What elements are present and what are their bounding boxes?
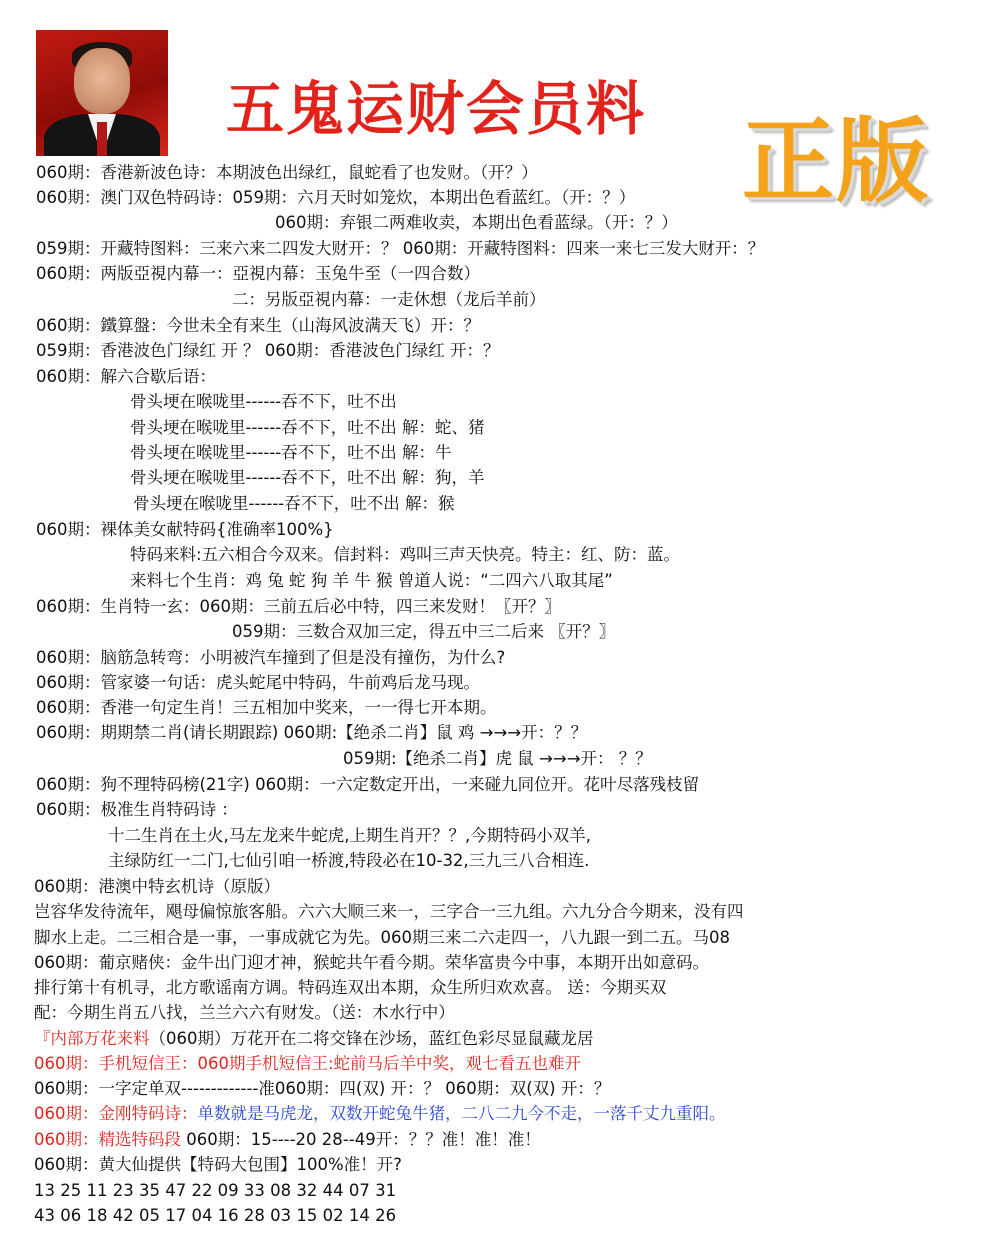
text-line: 060期：弃银二两难收卖，本期出色看蓝绿。（开：？） [275,213,678,232]
line-rest: 060期：15----20 28--49开：？？准！准！准！ [181,1130,541,1149]
text-line: 骨头埂在喉咙里------吞不下，吐不出 解：牛 [130,443,452,462]
text-line [34,1028,594,1050]
text-line [34,1103,726,1125]
text-line: 060期：一字定单双-------------准060期：四(双) 开：？ 060期：双(双) 开：？ [34,1079,611,1098]
text-line: 骨头埂在喉咙里------吞不下，吐不出 解：猴 [133,494,455,513]
text-line: 来料七个生肖：鸡 兔 蛇 狗 羊 牛 猴 曾道人说：“二四六八取其尾” [130,571,613,590]
text-line: 060期：极准生肖特码诗 ： [36,800,238,819]
portrait-tie [97,122,107,156]
text-line: 060期：期期禁二肖(请长期跟踪) 060期:【绝杀二肖】鼠 鸡 →→→开：？？ [36,723,588,742]
text-line: 排行第十有机寻，北方歌谣南方调。特码连双出本期，众生所归欢欢喜。 送：今期买双 [34,978,667,997]
text-line: 060期：狗不理特码榜(21字) 060期：一六定数定开出，一来碰九同位开。花叶尽落残枝留 [36,775,700,794]
text-line: 060期：香港新波色诗：本期波色出绿红，鼠蛇看了也发财。（开？） [36,163,538,182]
red-prefix: 060期：精选特码段 [34,1130,181,1149]
text-line: 059期:【绝杀二肖】虎 鼠 →→→开： ？？ [343,749,652,768]
text-line: 060期：葡京赌侠：金牛出门迎才神，猴蛇共午看今期。荣华富贵今中事，本期开出如意码。 [34,953,709,972]
text-line: 060期：香港一句定生肖！三五相加中奖来，一一得七开本期。 [36,698,497,717]
text-line: 060期：两版亞視内幕一：亞視内幕：玉兔牛至（一四合数） [36,264,480,283]
text-line: 13 25 11 23 35 47 22 09 33 08 32 44 07 31 [34,1181,397,1200]
portrait-face [74,48,130,114]
line-rest: 单数就是马虎龙，双数开蛇兔牛猪，二八二九今不走，一落千丈九重阳。 [197,1104,726,1123]
page-title: 五鬼运财会员料 [226,75,647,143]
line-rest: （060期）万花开在二将交锋在沙场，蓝红色彩尽显鼠藏龙居 [149,1029,594,1048]
text-line: 十二生肖在土火,马左龙来牛蛇虎,上期生肖开？？,今期特码小双羊, [108,826,591,845]
text-line: 060期：脑筋急转弯：小明被汽车撞到了但是没有撞伤，为什么? [36,648,506,667]
text-line: 060期：港澳中特玄机诗（原版） [34,877,280,896]
red-prefix: 060期：金刚特码诗： [34,1104,198,1123]
text-line: 特码来料:五六相合今双来。信封料：鸡叫三声天快亮。特主：红、防：蓝。 [130,545,681,564]
text-line: 060期：澳门双色特码诗：059期：六月天时如笼炊，本期出色看蓝红。（开：？） [36,188,636,207]
text-line [34,1129,541,1151]
portrait-photo [36,30,168,156]
text-line: 岂容华发待流年，飓母偏惊旅客船。六六大顺三来一，三字合一三九组。六九分合今期来，没有四 [34,902,744,921]
text-line: 060期：鐵算盤：今世未全有来生（山海风波满天飞）开：？ [36,316,480,335]
red-prefix: 『内部万花来料 [34,1029,150,1048]
text-line: 主绿防红一二门,七仙引咱一桥渡,特段必在10-32,三九三八合相连. [108,851,590,870]
text-line: 060期：裸体美女献特码{准确率100%} [36,520,334,539]
text-line: 配：今期生肖五八找，兰兰六六有财发。（送：木水行中） [34,1003,455,1022]
text-line: 骨头埂在喉咙里------吞不下，吐不出 解：狗，羊 [130,468,485,487]
text-line: 骨头埂在喉咙里------吞不下，吐不出 解：蛇、猪 [130,418,485,437]
text-line: 059期：香港波色门绿红 开 ？ 060期：香港波色门绿红 开：？ [36,341,500,360]
text-line: 059期：开藏特图料：三来六来二四发大财开：？ 060期：开藏特图料：四来一来七三发大财开：？ [36,239,765,258]
text-line: 060期：手机短信王：060期手机短信王:蛇前马后羊中奖，观七看五也难开 [34,1054,582,1073]
text-line: 060期：生肖特一玄：060期：三前五后必中特，四三来发财！〖开？〗 [36,597,561,616]
text-line: 059期：三数合双加三定，得五中三二后来 〖开？〗 [232,622,616,641]
text-line: 骨头埂在喉咙里------吞不下，吐不出 [130,392,397,411]
text-line: 脚水上走。二三相合是一事，一事成就它为先。060期三来二六走四一，八九跟一到二五。马08 [34,928,730,947]
text-line: 060期：黄大仙提供【特码大包围】100%准！开? [34,1155,402,1174]
text-line: 060期：管家婆一句话：虎头蛇尾中特码，牛前鸡后龙马现。 [36,673,480,692]
text-line: 43 06 18 42 05 17 04 16 28 03 15 02 14 26 [34,1206,397,1225]
text-line: 060期：解六合歇后语： [36,367,216,386]
text-line: 二：另版亞視内幕：一走休想（龙后羊前） [232,290,546,309]
genuine-stamp: 正版 [742,107,931,215]
